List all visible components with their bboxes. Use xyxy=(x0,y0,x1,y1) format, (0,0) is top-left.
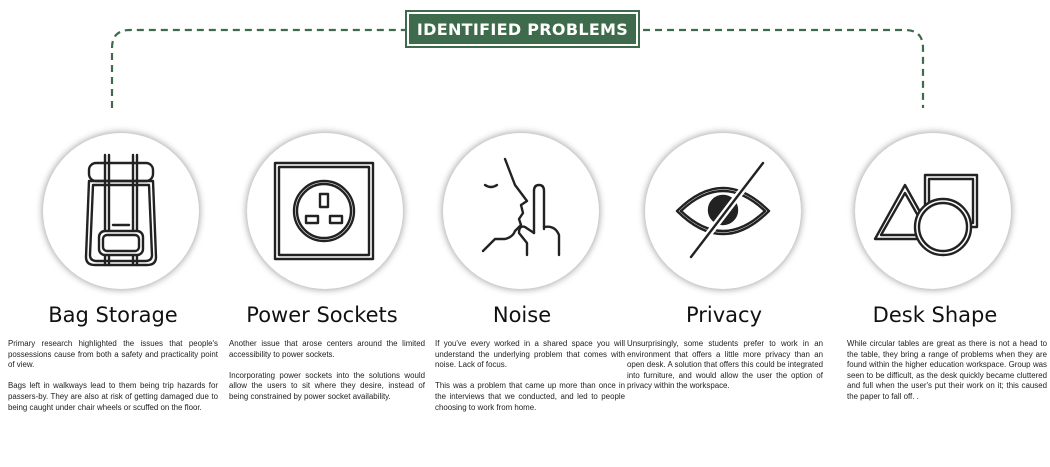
noise-icon-circle xyxy=(443,133,599,289)
privacy-icon-circle xyxy=(645,133,801,289)
bag-storage-paragraph-1: Primary research highlighted the issues that people's possessions cause from both a safety and practicality point of view. xyxy=(8,339,218,370)
eye-slash-icon xyxy=(645,133,801,289)
noise-title: Noise xyxy=(492,303,552,327)
desk-shape-title: Desk Shape xyxy=(872,303,998,327)
noise-paragraph-1: If you've every worked in a shared space you will understand the underlying problem that comes with noise. Lack of focus. xyxy=(435,339,625,370)
power-sockets-icon-circle xyxy=(247,133,403,289)
power-sockets-title: Power Sockets xyxy=(246,303,398,327)
privacy-description xyxy=(627,339,823,403)
desk-shape-icon-circle xyxy=(855,133,1011,289)
backpack-icon xyxy=(43,133,199,289)
desk-shape-description xyxy=(847,339,1047,413)
bag-storage-paragraph-2: Bags left in walkways lead to them being trip hazards for passers-by. They are also at risk of getting damaged due to being caught under chair wheels or scuffed on the floor. xyxy=(8,381,218,412)
shapes-icon xyxy=(855,133,1011,289)
power-sockets-description xyxy=(229,339,425,413)
power-sockets-paragraph-2: Incorporating power sockets into the solutions would allow the users to sit where they desire, instead of being constrained by power socket availability. xyxy=(229,370,425,401)
bag-storage-title: Bag Storage xyxy=(48,303,178,327)
privacy-title: Privacy xyxy=(685,303,763,327)
power-sockets-paragraph-1: Another issue that arose centers around the limited accessibility to power sockets. xyxy=(229,339,425,359)
desk-shape-paragraph-1: While circular tables are great as there is not a head to the table, they bring a range of problems when they are found within the higher education workspace. Group was seen to be difficult, as the desk quickly became cluttered and full when the user's put their work on it; this caused the paper to fall off. . xyxy=(847,339,1047,401)
noise-description xyxy=(435,339,625,424)
privacy-paragraph-1: Unsurprisingly, some students prefer to work in an environment that offers a little more privacy than an open desk. A solution that offers this could be integrated into furniture, and would allow the user the option of privacy within the workspace. xyxy=(627,339,823,391)
power-socket-icon xyxy=(247,133,403,289)
silence-icon xyxy=(443,133,599,289)
bag-storage-icon-circle xyxy=(43,133,199,289)
identified-problems-banner: IDENTIFIED PROBLEMS xyxy=(407,12,638,46)
noise-paragraph-2: This was a problem that came up more than once in the interviews that we conducted, and led to people choosing to work from home. xyxy=(435,381,625,412)
bag-storage-description xyxy=(8,339,218,424)
